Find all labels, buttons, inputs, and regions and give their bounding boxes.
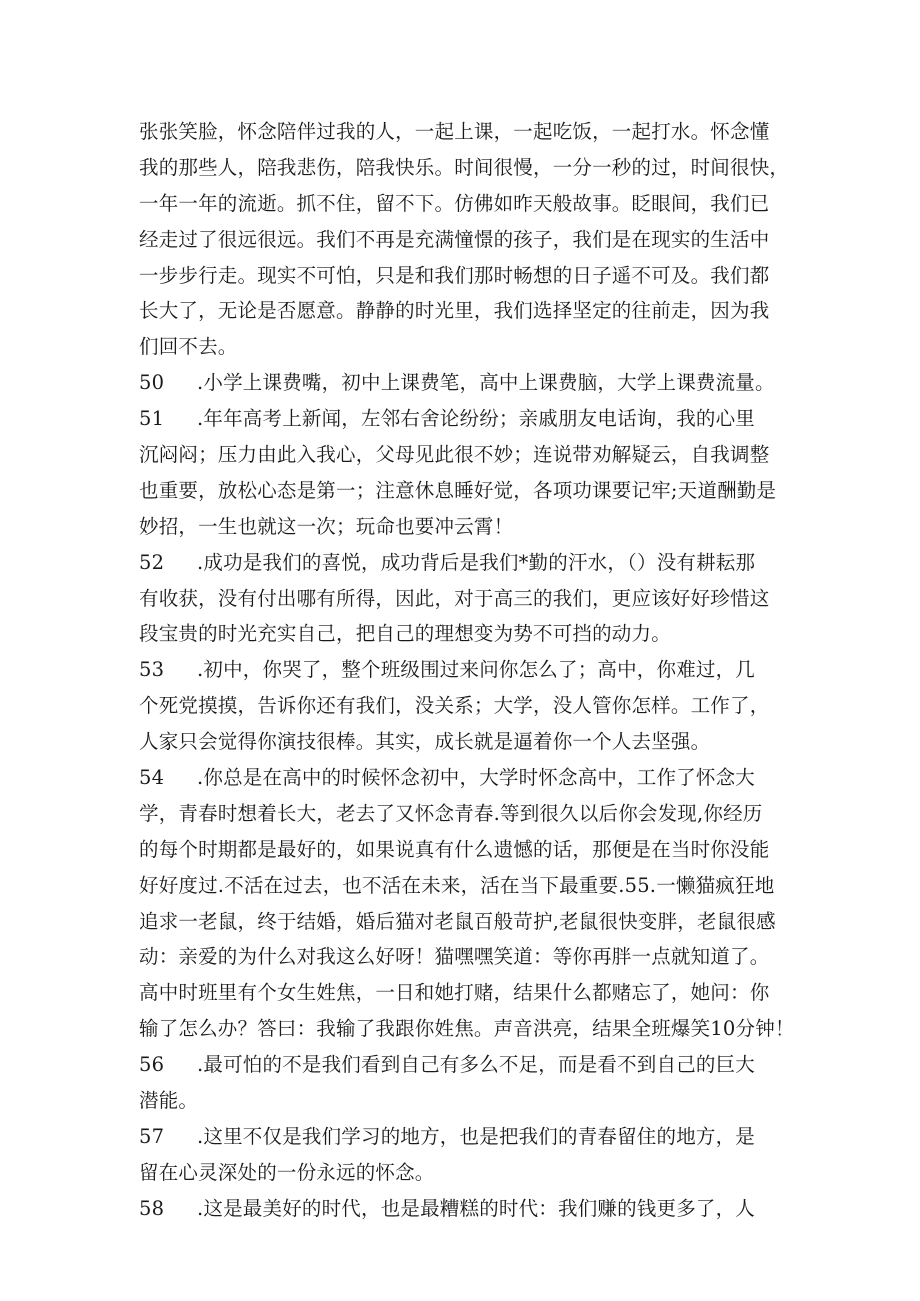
item-text: .这是最美好的时代，也是最糟糕的时代：我们赚的钱更多了，人: [197, 1196, 755, 1220]
text-line: 有收获，没有付出哪有所得，因此，对于高三的我们，更应该好好珍惜这: [139, 586, 770, 610]
text-line: 留在心灵深处的一份永远的怀念。: [139, 1160, 435, 1184]
item-number: 50: [139, 371, 165, 395]
text-line: 段宝贵的时光充实自己，把自己的理想变为势不可挡的动力。: [139, 622, 671, 646]
numbered-list: [139, 365, 795, 1226]
list-item: [139, 545, 789, 653]
list-item: [139, 652, 789, 760]
text-line: 妙招，一生也就这一次；玩命也要冲云霄！: [139, 514, 514, 538]
list-item-first-line: [139, 1047, 789, 1083]
item-number: 56: [139, 1053, 165, 1077]
text-line: 张张笑脸，怀念陪伴过我的人，一起上课，一起吃饭，一起打水。怀念懂: [139, 120, 770, 143]
text-line: 个死党摸摸，告诉你还有我们，没关系；大学，没人管你怎样。工作了，: [139, 694, 770, 718]
item-text: .这里不仅是我们学习的地方，也是把我们的青春留住的地方，是: [197, 1124, 755, 1148]
text-line: 也重要，放松心态是第一；注意休息睡好觉，各项功课要记牢;天道酬勤是: [139, 478, 777, 502]
list-item-first-line: [139, 401, 789, 437]
text-line: 好好度过.不活在过去，也不活在未来，活在当下最重要.55.一懒猫疯狂地: [139, 873, 775, 897]
list-item: [139, 1047, 789, 1119]
list-item-first-line: [139, 760, 789, 796]
text-line: 学，青春时想着长大，老去了又怀念青春.等到很久以后你会发现,你经历: [139, 801, 763, 825]
text-line: 潜能。: [139, 1089, 199, 1113]
text-line: 经走过了很远很远。我们不再是充满憧憬的孩子，我们是在现实的生活中: [139, 227, 770, 251]
list-item: [139, 1191, 789, 1227]
item-text: .你总是在高中的时候怀念初中，大学时怀念高中，工作了怀念大: [197, 766, 755, 790]
item-number: 51: [139, 407, 165, 431]
text-line: 动：亲爱的为什么对我这么好呀！猫嘿嘿笑道：等你再胖一点就知道了。: [139, 945, 770, 969]
text-line: 们回不去。: [139, 335, 238, 359]
item-text: .年年高考上新闻，左邻右舍论纷纷；亲戚朋友电话询，我的心里: [197, 407, 755, 431]
list-item-first-line: [139, 545, 789, 581]
list-item-first-line: [139, 652, 789, 688]
text-line: 追求一老鼠，终于结婚，婚后猫对老鼠百般苛护,老鼠很快变胖，老鼠很感: [139, 909, 776, 933]
item-number: 52: [139, 550, 165, 574]
document-body: [139, 114, 795, 1227]
text-line: 人家只会觉得你演技很棒。其实，成长就是逼着你一个人去坚强。: [139, 730, 711, 754]
text-line: 长大了，无论是否愿意。静静的时光里，我们选择坚定的往前走，因为我: [139, 299, 770, 323]
list-item: [139, 401, 789, 545]
list-item-first-line: [139, 365, 789, 401]
text-line: 输了怎么办？答曰：我输了我跟你姓焦。声音洪亮，结果全班爆笑10分钟！: [139, 1017, 795, 1041]
text-line: 的每个时期都是最好的，如果说真有什么遗憾的话，那便是在当时你没能: [139, 837, 770, 861]
text-line: 高中时班里有个女生姓焦，一日和她打赌，结果什么都赌忘了，她问：你: [139, 981, 770, 1005]
text-line: 我的那些人，陪我悲伤，陪我快乐。时间很慢，一分一秒的过，时间很快，: [139, 155, 790, 179]
item-text: .成功是我们的喜悦，成功背后是我们*勤的汗水，（）没有耕耘那: [197, 550, 756, 574]
list-item: [139, 760, 795, 1047]
item-number: 58: [139, 1196, 165, 1220]
list-item: [139, 365, 789, 401]
list-item-first-line: [139, 1191, 789, 1227]
item-text: .最可怕的不是我们看到自己有多么不足，而是看不到自己的巨大: [197, 1053, 755, 1077]
item-text: .初中，你哭了，整个班级围过来问你怎么了；高中，你难过，几: [197, 658, 755, 682]
text-line: 一年一年的流逝。抓不住，留不下。仿佛如昨天般故事。眨眼间，我们已: [139, 191, 770, 215]
item-number: 57: [139, 1124, 165, 1148]
item-text: .小学上课费嘴，初中上课费笔，高中上课费脑，大学上课费流量。: [197, 371, 775, 395]
item-number: 53: [139, 658, 165, 682]
list-item-first-line: [139, 1119, 789, 1155]
text-line: 沉闷闷；压力由此入我心，父母见此很不妙；连说带劝解疑云，自我调整: [139, 443, 770, 467]
item-number: 54: [139, 766, 165, 790]
intro-paragraph: [139, 114, 789, 365]
text-line: 一步步行走。现实不可怕，只是和我们那时畅想的日子遥不可及。我们都: [139, 263, 770, 287]
list-item: [139, 1119, 789, 1191]
